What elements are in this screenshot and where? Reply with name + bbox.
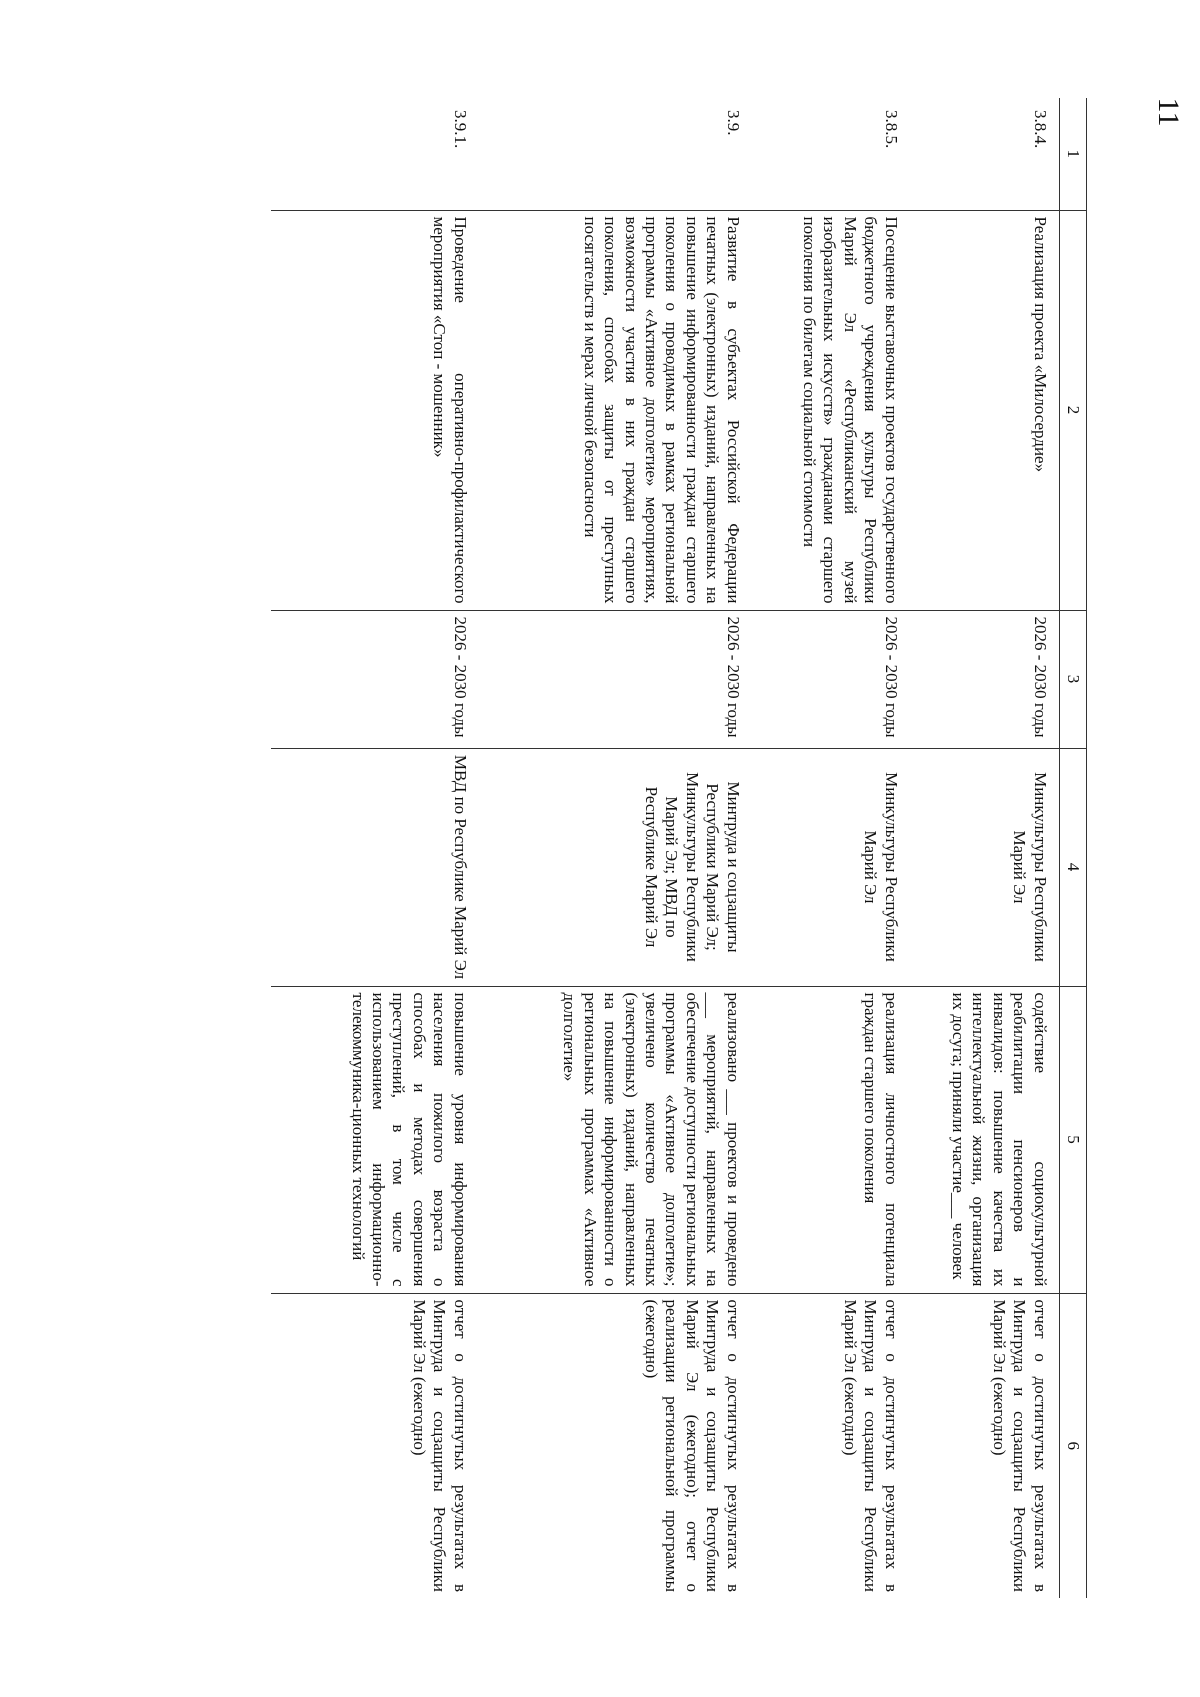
column-header-5: 5: [1059, 986, 1086, 1293]
column-header-4: 4: [1059, 748, 1086, 986]
column-header-1: 1: [1059, 98, 1086, 210]
table-row: [271, 98, 479, 1598]
expected-result: реализовано ___ проектов и проведено ___ мероприятий, направленных на обеспечение доступности региональных программы «Активное долголетие»; увеличено количество печатных (электронных) изданий, направленных на повышение информированности о региональных программах «Активное долголетие»: [479, 986, 752, 1293]
row-number: 3.9.: [723, 110, 743, 136]
executor: Минкультуры Республики Марий Эл: [752, 748, 910, 986]
period: 2026 - 2030 годы: [479, 610, 752, 748]
table-row: [752, 98, 910, 1598]
period: 2026 - 2030 годы: [910, 610, 1060, 748]
measure-name: Проведение оперативно-профилактического мероприятия «Стоп - мошенник»: [271, 210, 479, 610]
measure-name: Развитие в субъектах Российской Федерации печатных (электронных) изданий, направленных на повышение информированности граждан старшего поколения о проводимых в рамках региональной программы «Активное долголетие» мероприятиях, возможности участия в них граждан старшего поколения, способах защиты от преступных посягательств и мерах личной безопасности: [479, 210, 752, 610]
rotated-table-container: [232, 98, 1087, 1598]
executor: Минкультуры Республики Марий Эл: [910, 748, 1060, 986]
column-header-3: 3: [1059, 610, 1086, 748]
column-header-2: 2: [1059, 210, 1086, 610]
period: 2026 - 2030 годы: [271, 610, 479, 748]
row-number: 3.8.4.: [1030, 110, 1050, 149]
report-form: отчет о достигнутых результатах в Минтруда и соцзащиты Республики Марий Эл (ежегодно): [910, 1293, 1060, 1598]
row-number: 3.8.5.: [881, 110, 901, 149]
table-row: [910, 98, 1060, 1598]
expected-result: содействие социокультурной реабилитации пенсионеров и инвалидов: повышение качества их интеллектуальной жизни, организация их досуга; приняли участие___ человек: [910, 986, 1060, 1293]
header-row: [1059, 98, 1086, 1598]
period: 2026 - 2030 годы: [752, 610, 910, 748]
table-row: [479, 98, 752, 1598]
report-form: отчет о достигнутых результатах в Минтруда и соцзащиты Республики Марий Эл (ежегодно): [752, 1293, 910, 1598]
row-number: 3.9.1.: [450, 110, 470, 149]
report-form: отчет о достигнутых результатах в Минтруда и соцзащиты Республики Марий Эл (ежегодно); отчет о реализации региональной программы (ежегодно): [479, 1293, 752, 1598]
measure-name: Реализация проекта «Милосердие»: [910, 210, 1060, 610]
page-number: 11: [1152, 97, 1185, 127]
executor: Минтруда и соцзащиты Республики Марий Эл; Минкультуры Республики Марий Эл; МВД по Республике Марий Эл: [479, 748, 752, 986]
report-form: отчет о достигнутых результатах в Минтруда и соцзащиты Республики Марий Эл (ежегодно): [271, 1293, 479, 1598]
measure-name: Посещение выставочных проектов государственного бюджетного учреждения культуры Республики Марий Эл «Республиканский музей изобразительных искусств» гражданами старшего поколения по билетам социальной стоимости: [752, 210, 910, 610]
expected-result: повышение уровня информирования населения пожилого возраста о способах и методах совершения преступлений, в том числе с использованием информационно-телекоммуника-ционных технологий: [271, 986, 479, 1293]
executor: МВД по Республике Марий Эл: [271, 748, 479, 986]
expected-result: реализация личностного потенциала граждан старшего поколения: [752, 986, 910, 1293]
column-header-6: 6: [1059, 1293, 1086, 1598]
measures-table: [271, 98, 1087, 1598]
